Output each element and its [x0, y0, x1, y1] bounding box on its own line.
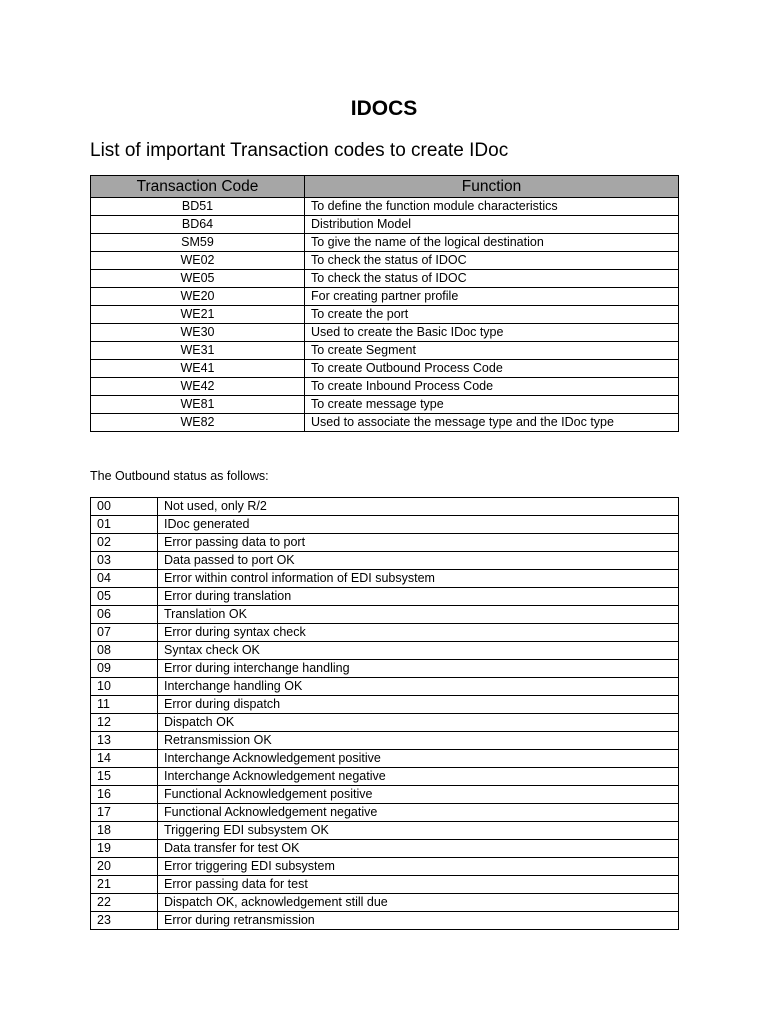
- status-description-cell: Error during dispatch: [158, 696, 679, 714]
- table-row: [91, 234, 679, 252]
- status-number-cell: 04: [91, 570, 158, 588]
- status-description-cell: Error during syntax check: [158, 624, 679, 642]
- table-row: [91, 660, 679, 678]
- outbound-status-heading: The Outbound status as follows:: [90, 469, 269, 483]
- status-number-cell: 22: [91, 894, 158, 912]
- table-row: [91, 306, 679, 324]
- table-row: [91, 732, 679, 750]
- table-row: [91, 876, 679, 894]
- table-row: [91, 324, 679, 342]
- status-description-cell: Interchange handling OK: [158, 678, 679, 696]
- status-number-cell: 07: [91, 624, 158, 642]
- transaction-code-cell: SM59: [91, 234, 305, 252]
- column-header-function: Function: [305, 176, 679, 198]
- status-number-cell: 03: [91, 552, 158, 570]
- transaction-code-cell: BD51: [91, 198, 305, 216]
- transaction-code-cell: WE42: [91, 378, 305, 396]
- function-cell: Used to create the Basic IDoc type: [305, 324, 679, 342]
- table-row: [91, 252, 679, 270]
- status-number-cell: 14: [91, 750, 158, 768]
- status-description-cell: Triggering EDI subsystem OK: [158, 822, 679, 840]
- table-row: [91, 342, 679, 360]
- page-title: IDOCS: [350, 97, 418, 120]
- status-number-cell: 15: [91, 768, 158, 786]
- table-header-row: [91, 176, 679, 198]
- transaction-code-cell: WE82: [91, 414, 305, 432]
- table-row: [91, 822, 679, 840]
- table-row: [91, 270, 679, 288]
- status-description-cell: Not used, only R/2: [158, 498, 679, 516]
- status-description-cell: Interchange Acknowledgement positive: [158, 750, 679, 768]
- table-row: [91, 750, 679, 768]
- status-description-cell: Error during translation: [158, 588, 679, 606]
- function-cell: Distribution Model: [305, 216, 679, 234]
- table-row: [91, 894, 679, 912]
- transaction-code-cell: BD64: [91, 216, 305, 234]
- status-description-cell: Functional Acknowledgement positive: [158, 786, 679, 804]
- table-row: [91, 378, 679, 396]
- status-description-cell: Retransmission OK: [158, 732, 679, 750]
- status-number-cell: 23: [91, 912, 158, 930]
- table-row: [91, 804, 679, 822]
- transaction-code-cell: WE21: [91, 306, 305, 324]
- status-number-cell: 06: [91, 606, 158, 624]
- table-row: [91, 516, 679, 534]
- column-header-transaction-code: Transaction Code: [91, 176, 305, 198]
- table-row: [91, 786, 679, 804]
- status-description-cell: Error within control information of EDI subsystem: [158, 570, 679, 588]
- status-description-cell: Interchange Acknowledgement negative: [158, 768, 679, 786]
- table-row: [91, 858, 679, 876]
- status-description-cell: IDoc generated: [158, 516, 679, 534]
- function-cell: To create the port: [305, 306, 679, 324]
- status-number-cell: 05: [91, 588, 158, 606]
- table-row: [91, 414, 679, 432]
- function-cell: To create Segment: [305, 342, 679, 360]
- status-description-cell: Error during interchange handling: [158, 660, 679, 678]
- status-number-cell: 19: [91, 840, 158, 858]
- transaction-code-cell: WE81: [91, 396, 305, 414]
- table-row: [91, 360, 679, 378]
- status-description-cell: Syntax check OK: [158, 642, 679, 660]
- status-number-cell: 20: [91, 858, 158, 876]
- function-cell: For creating partner profile: [305, 288, 679, 306]
- status-number-cell: 18: [91, 822, 158, 840]
- function-cell: To define the function module characteristics: [305, 198, 679, 216]
- table-row: [91, 498, 679, 516]
- transaction-code-table: [90, 175, 679, 432]
- status-description-cell: Translation OK: [158, 606, 679, 624]
- status-description-cell: Error during retransmission: [158, 912, 679, 930]
- status-number-cell: 17: [91, 804, 158, 822]
- table-row: [91, 534, 679, 552]
- function-cell: To check the status of IDOC: [305, 270, 679, 288]
- status-number-cell: 16: [91, 786, 158, 804]
- status-description-cell: Functional Acknowledgement negative: [158, 804, 679, 822]
- status-number-cell: 01: [91, 516, 158, 534]
- status-number-cell: 11: [91, 696, 158, 714]
- table-row: [91, 198, 679, 216]
- table-row: [91, 606, 679, 624]
- transaction-code-cell: WE41: [91, 360, 305, 378]
- status-number-cell: 10: [91, 678, 158, 696]
- status-number-cell: 02: [91, 534, 158, 552]
- table-row: [91, 288, 679, 306]
- status-description-cell: Error passing data for test: [158, 876, 679, 894]
- table-row: [91, 768, 679, 786]
- table-row: [91, 588, 679, 606]
- table-row: [91, 840, 679, 858]
- function-cell: To create message type: [305, 396, 679, 414]
- table-row: [91, 696, 679, 714]
- table-row: [91, 624, 679, 642]
- table-row: [91, 642, 679, 660]
- transaction-code-cell: WE31: [91, 342, 305, 360]
- table-row: [91, 552, 679, 570]
- function-cell: To check the status of IDOC: [305, 252, 679, 270]
- status-number-cell: 21: [91, 876, 158, 894]
- table-row: [91, 570, 679, 588]
- status-description-cell: Dispatch OK: [158, 714, 679, 732]
- function-cell: To give the name of the logical destination: [305, 234, 679, 252]
- status-number-cell: 09: [91, 660, 158, 678]
- function-cell: To create Outbound Process Code: [305, 360, 679, 378]
- transaction-code-cell: WE02: [91, 252, 305, 270]
- table-row: [91, 912, 679, 930]
- status-number-cell: 08: [91, 642, 158, 660]
- function-cell: To create Inbound Process Code: [305, 378, 679, 396]
- status-description-cell: Data passed to port OK: [158, 552, 679, 570]
- table-row: [91, 678, 679, 696]
- page-subtitle: List of important Transaction codes to create IDoc: [90, 140, 509, 161]
- status-description-cell: Error triggering EDI subsystem: [158, 858, 679, 876]
- status-description-cell: Data transfer for test OK: [158, 840, 679, 858]
- outbound-status-table: [90, 497, 679, 930]
- status-description-cell: Dispatch OK, acknowledgement still due: [158, 894, 679, 912]
- table-row: [91, 714, 679, 732]
- status-number-cell: 12: [91, 714, 158, 732]
- transaction-code-cell: WE30: [91, 324, 305, 342]
- status-number-cell: 13: [91, 732, 158, 750]
- status-description-cell: Error passing data to port: [158, 534, 679, 552]
- transaction-code-cell: WE20: [91, 288, 305, 306]
- transaction-code-cell: WE05: [91, 270, 305, 288]
- status-number-cell: 00: [91, 498, 158, 516]
- table-row: [91, 396, 679, 414]
- table-row: [91, 216, 679, 234]
- function-cell: Used to associate the message type and the IDoc type: [305, 414, 679, 432]
